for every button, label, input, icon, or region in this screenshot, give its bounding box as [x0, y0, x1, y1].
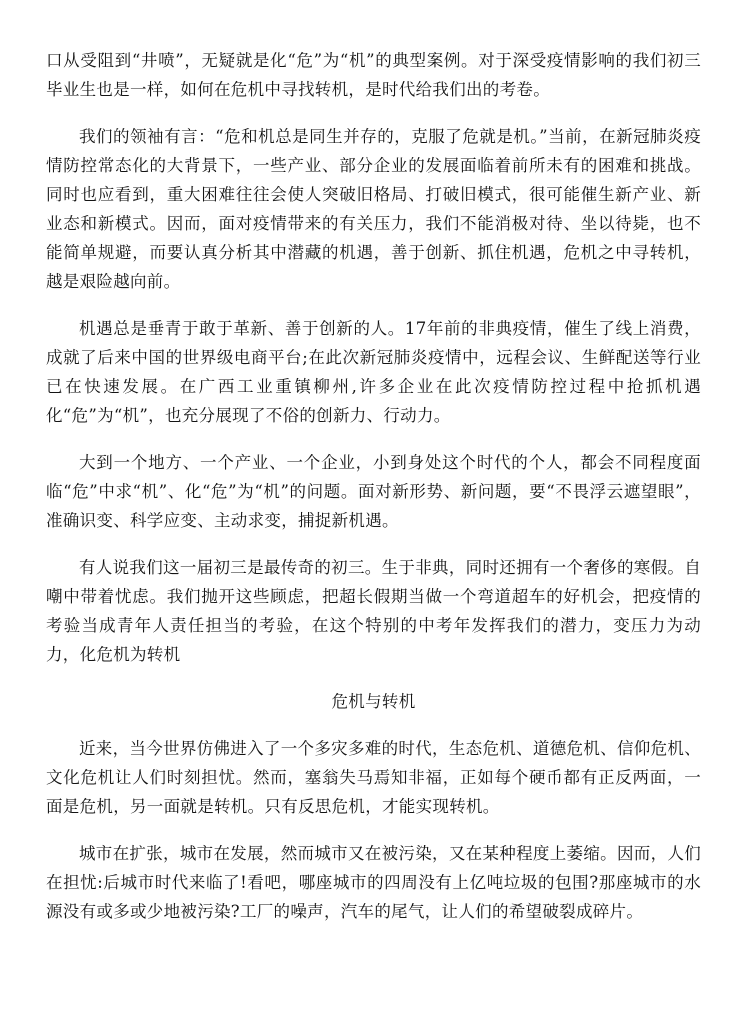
document-page — [46, 46, 701, 944]
paragraph-6: 近来，当今世界仿佛进入了一个多灾多难的时代，生态危机、道德危机、信仰危机、文化危机让人们时刻担忧。然而，塞翁失马焉知非福，正如每个硬币都有正反两面，一面是危机，另一面就是转机。只有反思危机，才能实现转机。 — [46, 739, 701, 816]
paragraph-7: 城市在扩张，城市在发展，然而城市又在被污染，又在某种程度上萎缩。因而，人们在担忧:后城市时代来临了!看吧，哪座城市的四周没有上亿吨垃圾的包围?那座城市的水源没有或多或少地被污染?工厂的噪声，汽车的尾气，让人们的希望破裂成碎片。 — [46, 844, 701, 921]
essay-title: 危机与转机 — [331, 692, 416, 711]
paragraph-3: 机遇总是垂青于敢于革新、善于创新的人。17年前的非典疫情，催生了线上消费，成就了后来中国的世界级电商平台;在此次新冠肺炎疫情中，远程会议、生鲜配送等行业已在快速发展。在广西工业重镇柳州,许多企业在此次疫情防控过程中抢抓机遇化“危”为“机”，也充分展现了不俗的创新力、行动力。 — [46, 319, 701, 425]
paragraph-4: 大到一个地方、一个产业、一个企业，小到身处这个时代的个人，都会不同程度面临“危”中求“机”、化“危”为“机”的问题。面对新形势、新问题，要“不畏浮云遮望眼”，准确识变、科学应变、主动求变，捕捉新机遇。 — [46, 453, 701, 530]
paragraph-2: 我们的领袖有言：“危和机总是同生并存的，克服了危就是机。”当前，在新冠肺炎疫情防控常态化的大背景下，一些产业、部分企业的发展面临着前所未有的困难和挑战。同时也应看到，重大困难往往会使人突破旧格局、打破旧模式，很可能催生新产业、新业态和新模式。因而，面对疫情带来的有关压力，我们不能消极对待、坐以待毙，也不能简单规避，而要认真分析其中潜藏的机遇，善于创新、抓住机遇，危机之中寻转机，越是艰险越向前。 — [46, 127, 701, 291]
paragraph-5: 有人说我们这一届初三是最传奇的初三。生于非典，同时还拥有一个奢侈的寒假。自嘲中带着忧虑。我们抛开这些顾虑，把超长假期当做一个弯道超车的好机会，把疫情的考验当成青年人责任担当的考验，在这个特别的中考年发挥我们的潜力，变压力为动力，化危机为转机 — [46, 558, 701, 664]
paragraph-1: 口从受阻到“井喷”，无疑就是化“危”为“机”的典型案例。对于深受疫情影响的我们初三毕业生也是一样，如何在危机中寻找转机，是时代给我们出的考卷。 — [46, 51, 701, 99]
